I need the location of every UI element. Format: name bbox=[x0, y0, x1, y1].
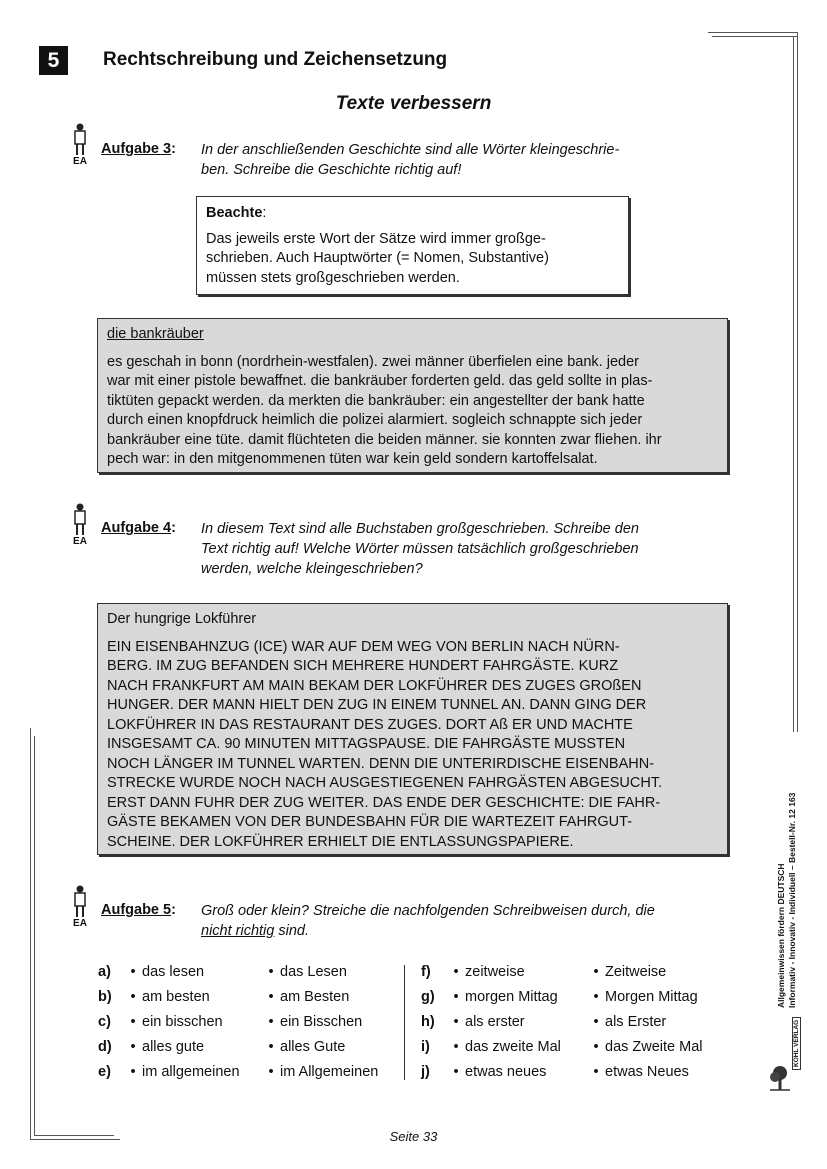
note-line: schrieben. Auch Hauptwörter (= Nomen, Substantive) bbox=[206, 250, 549, 266]
story-line: STRECKE WURDE NOCH NACH AUSGESTIEGENEN FAHRGÄSTEN ABGESUCHT. bbox=[107, 775, 663, 791]
option-uppercase[interactable]: im Allgemeinen bbox=[280, 1064, 379, 1080]
note-line: müssen stets großgeschrieben werden. bbox=[206, 269, 460, 286]
ea-badge: EA bbox=[73, 918, 87, 929]
task-label-5: Aufgabe 5: bbox=[101, 902, 176, 918]
option-lowercase[interactable]: zeitweise bbox=[465, 964, 525, 980]
story-line: war mit einer pistole bewaffnet. die bankräuber forderten geld. das geld sollte in plas- bbox=[107, 373, 653, 389]
task-text-3: In der anschließenden Geschichte sind alle Wörter kleingeschrie- ben. Schreibe die Geschichte richtig auf! bbox=[201, 142, 620, 178]
option-uppercase[interactable]: etwas Neues bbox=[605, 1064, 689, 1080]
note-title: Beachte: bbox=[206, 205, 267, 221]
exercise-list-left bbox=[98, 960, 378, 1085]
option-uppercase[interactable]: als Erster bbox=[605, 1014, 667, 1030]
person-icon bbox=[66, 503, 94, 547]
note-box bbox=[196, 196, 629, 295]
task-text-5: Groß oder klein? Streiche die nachfolgenden Schreibweisen durch, die nicht richtig sind. bbox=[201, 903, 655, 939]
frame-line-right-vertical bbox=[797, 32, 798, 732]
frame-line-left-vertical-2 bbox=[34, 736, 35, 1136]
option-lowercase[interactable]: am besten bbox=[142, 989, 210, 1005]
exercise-row: d) • alles gute • alles Gute bbox=[98, 1035, 378, 1060]
exercise-row: h) • als erster • als Erster bbox=[421, 1010, 703, 1035]
chapter-title: Rechtschreibung und Zeichensetzung bbox=[103, 49, 448, 70]
ea-badge: EA bbox=[73, 156, 87, 167]
frame-line-left-vertical bbox=[30, 728, 31, 1140]
option-uppercase[interactable]: Zeitweise bbox=[605, 964, 667, 980]
student-figure-icon bbox=[72, 503, 88, 536]
option-lowercase[interactable]: etwas neues bbox=[465, 1064, 547, 1080]
exercise-row: c) • ein bisschen • ein Bisschen bbox=[98, 1010, 378, 1035]
story-line: GÄSTE BEKAMEN VON DER BUNDESBAHN FÜR DIE WARTEZEIT FAHRGUT- bbox=[107, 814, 633, 830]
story-line: ERST DANN FUHR DER ZUG WEITER. DAS ENDE DER GESCHICHTE: DIE FAHR- bbox=[107, 794, 661, 811]
option-uppercase[interactable]: das Lesen bbox=[280, 964, 347, 980]
exercise-row: b) • am besten • am Besten bbox=[98, 985, 378, 1010]
frame-line-top-right-2 bbox=[712, 36, 798, 37]
story-line: bankräuber eine tüte. damit flüchteten die beiden männer. sie konnten zwar fliehen. ihr bbox=[107, 431, 662, 448]
story-line: NOCH LÄNGER IM TUNNEL WARTEN. DENN DIE UNTERIRDISCHE EISENBAHN- bbox=[107, 755, 655, 772]
option-uppercase[interactable]: das Zweite Mal bbox=[605, 1039, 703, 1055]
exercise-row: a) • das lesen • das Lesen bbox=[98, 960, 378, 985]
side-text-line1: Allgemeinwissen fördern DEUTSCH bbox=[776, 863, 786, 1008]
story-line: HUNGER. DER MANN HIELT DEN ZUG IN EINEM TUNNEL AN. DANN GING DER bbox=[107, 697, 647, 713]
task-label-3: Aufgabe 3: bbox=[101, 141, 176, 157]
option-lowercase[interactable]: das lesen bbox=[142, 964, 205, 980]
side-publication-info bbox=[776, 793, 798, 1008]
story-title: Der hungrige Lokführer bbox=[107, 611, 257, 627]
exercise-row: j) • etwas neues • etwas Neues bbox=[421, 1060, 703, 1085]
student-figure-icon bbox=[72, 123, 88, 156]
story-line: NACH FRANKFURT AM MAIN BEKAM DER LOKFÜHRER DES ZUGES GROßEN bbox=[107, 677, 642, 694]
chapter-number-box: 5 bbox=[39, 46, 68, 75]
page-subtitle: Texte verbessern bbox=[335, 93, 492, 114]
task-text-4: In diesem Text sind alle Buchstaben großgeschrieben. Schreibe den Text richtig auf! Welche Wörter müssen tatsächlich großgeschrieben werden, welche kleingeschrieben? bbox=[201, 521, 639, 577]
option-uppercase[interactable]: alles Gute bbox=[280, 1039, 346, 1055]
option-lowercase[interactable]: als erster bbox=[465, 1014, 525, 1030]
ea-badge: EA bbox=[73, 536, 87, 547]
person-icon bbox=[66, 885, 94, 929]
story-line: es geschah in bonn (nordrhein-westfalen). zwei männer überfielen eine bank. jeder bbox=[107, 353, 639, 370]
exercise-row: e) • im allgemeinen • im Allgemeinen bbox=[98, 1060, 378, 1085]
story-title: die bankräuber bbox=[107, 326, 204, 342]
tree-logo-icon bbox=[768, 1064, 792, 1092]
story-line: tiktüten gepackt werden. da merkten die bankräuber: ein angestellter der bank hatte bbox=[107, 392, 645, 409]
option-uppercase[interactable]: am Besten bbox=[280, 989, 350, 1005]
story-line: EIN EISENBAHNZUG (ICE) WAR AUF DEM WEG VON BERLIN NACH NÜRN- bbox=[107, 638, 620, 655]
column-divider bbox=[404, 965, 405, 1080]
student-figure-icon bbox=[72, 885, 88, 918]
frame-line-right-vertical-2 bbox=[793, 36, 794, 732]
option-lowercase[interactable]: morgen Mittag bbox=[465, 989, 558, 1005]
exercise-row: g) • morgen Mittag • Morgen Mittag bbox=[421, 985, 703, 1010]
option-uppercase[interactable]: Morgen Mittag bbox=[605, 989, 698, 1005]
frame-line-top-right bbox=[708, 32, 798, 33]
task-label-4: Aufgabe 4: bbox=[101, 520, 176, 536]
page-number: Seite 33 bbox=[389, 1129, 438, 1144]
side-text-line2: Informativ - Innovativ - Individuell – Bestell-Nr. 12 163 bbox=[787, 792, 797, 1008]
option-lowercase[interactable]: alles gute bbox=[142, 1039, 205, 1055]
exercise-list-right bbox=[421, 960, 703, 1085]
story-line: SCHEINE. DER LOKFÜHRER ERHIELT DIE ENTLASSUNGSPAPIERE. bbox=[107, 833, 574, 850]
story-line: LOKFÜHRER IN DAS RESTAURANT DES ZUGES. DORT Aß ER UND MACHTE bbox=[107, 716, 633, 733]
option-lowercase[interactable]: im allgemeinen bbox=[142, 1064, 240, 1080]
note-line: Das jeweils erste Wort der Sätze wird immer großge- bbox=[206, 230, 546, 247]
story-line: BERG. IM ZUG BEFANDEN SICH MEHRERE HUNDERT FAHRGÄSTE. KURZ bbox=[107, 658, 619, 674]
option-lowercase[interactable]: das zweite Mal bbox=[465, 1039, 561, 1055]
publisher-logo bbox=[768, 1018, 804, 1094]
exercise-row: i) • das zweite Mal • das Zweite Mal bbox=[421, 1035, 703, 1060]
person-icon bbox=[66, 123, 94, 167]
story-line: durch einen knopfdruck heimlich die polizei alarmiert. sogleich schnappte sich jeder bbox=[107, 412, 643, 428]
story-box-lokfuehrer bbox=[97, 603, 728, 855]
option-lowercase[interactable]: ein bisschen bbox=[142, 1014, 223, 1030]
logo-text: KOHL VERLAG bbox=[792, 1017, 801, 1070]
story-line: pech war: in den mitgenommenen tüten war kein geld sondern kartoffelsalat. bbox=[107, 451, 598, 467]
exercise-row: f) • zeitweise • Zeitweise bbox=[421, 960, 703, 985]
story-box-bankraeuber bbox=[97, 318, 728, 473]
option-uppercase[interactable]: ein Bisschen bbox=[280, 1014, 363, 1030]
story-line: INSGESAMT CA. 90 MINUTEN MITTAGSPAUSE. DIE FAHRGÄSTE MUSSTEN bbox=[107, 736, 626, 752]
